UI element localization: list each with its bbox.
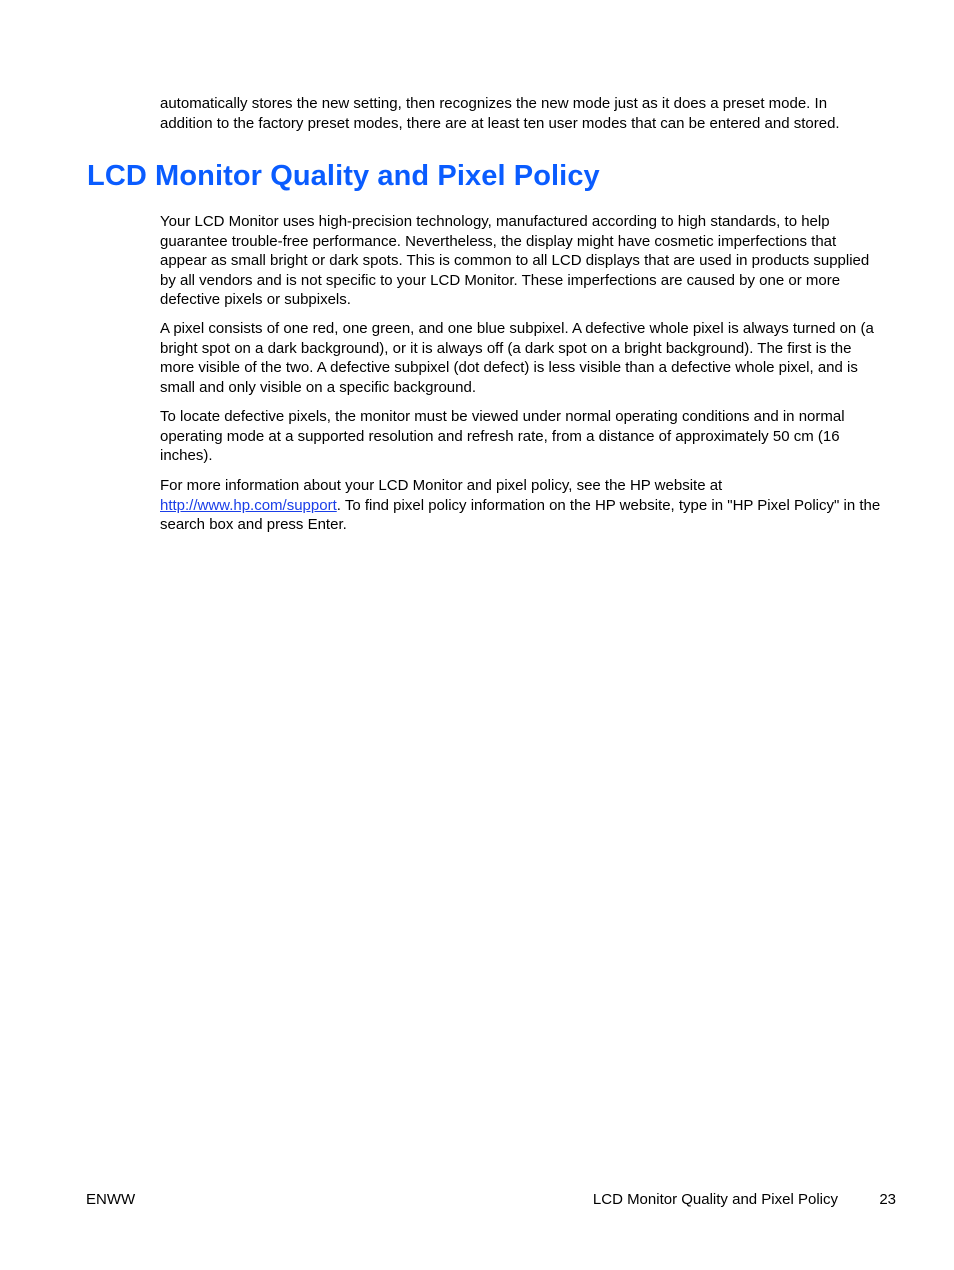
footer-section-title: LCD Monitor Quality and Pixel Policy [592,1191,838,1208]
paragraph-text-before-link: For more information about your LCD Monitor and pixel policy, see the HP website at [160,477,723,494]
body-paragraph-1: Your LCD Monitor uses high-precision technology, manufactured according to high standards, to help guarantee trouble-free performance. Nevertheless, the display might have cosmetic imperfections that appear as small bright or dark spots. This is common to all LCD displays that are used in products supplied by all vendors and is not specific to your LCD Monitor. These imperfections are caused by one or more defective pixels or subpixels. [160,213,870,308]
body-paragraph-4 [160,476,882,535]
footer-page-number: 23 [879,1191,896,1208]
paragraph-text-after-link: . To find pixel policy information on the HP website, type in "HP Pixel Policy" in the search box and press Enter. [160,496,881,533]
body-paragraph-2: A pixel consists of one red, one green, and one blue subpixel. A defective whole pixel is always turned on (a bright spot on a dark background), or it is always off (a dark spot on a bright background). The first is the more visible of the two. A defective subpixel (dot defect) is less visible than a defective whole pixel, and is small and only visible on a specific background. [160,320,874,396]
section-heading: LCD Monitor Quality and Pixel Policy [87,160,600,192]
footer-locale: ENWW [86,1191,136,1208]
hp-support-link[interactable]: http://www.hp.com/support [160,496,337,514]
body-paragraph-3: To locate defective pixels, the monitor must be viewed under normal operating conditions and in normal operating mode at a supported resolution and refresh rate, from a distance of approximately 50 cm (16 inches). [160,408,845,464]
intro-paragraph: automatically stores the new setting, then recognizes the new mode just as it does a preset mode. In addition to the factory preset modes, there are at least ten user modes that can be entered and stored. [160,95,840,132]
